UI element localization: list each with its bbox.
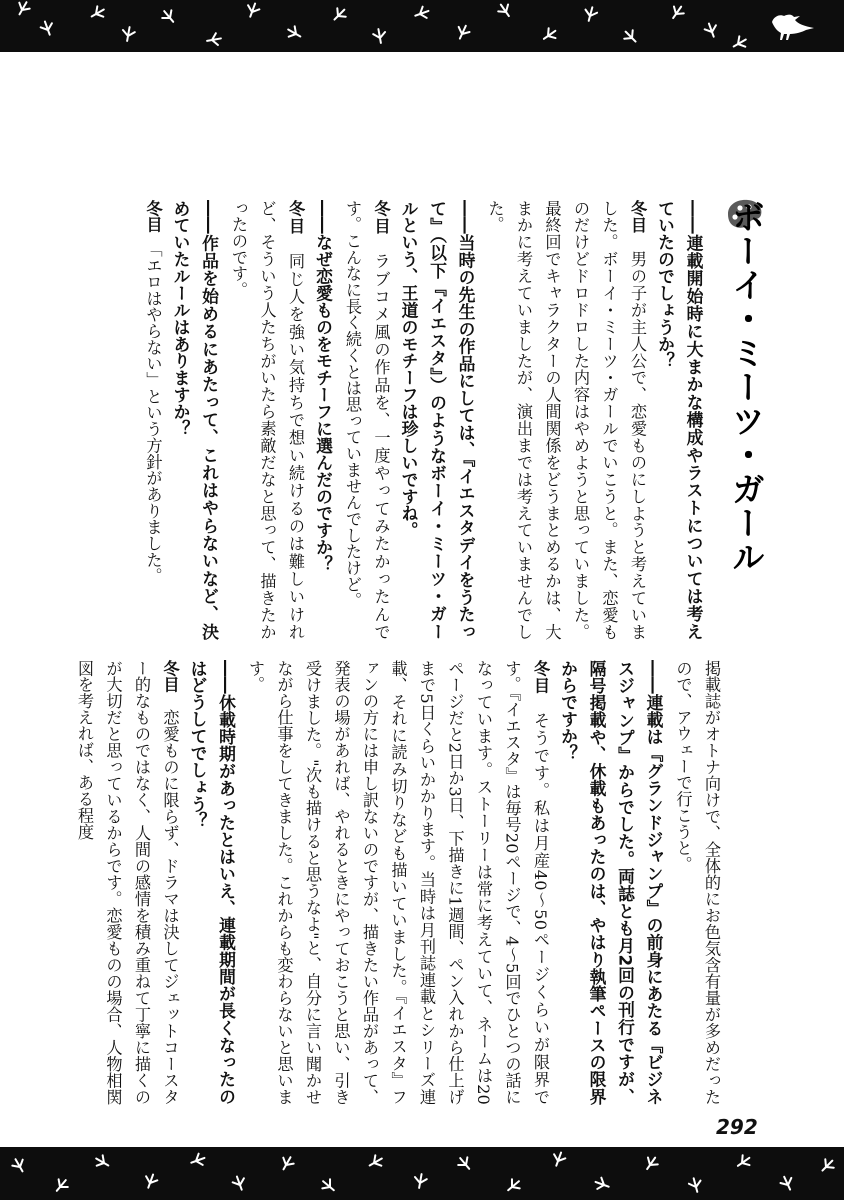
interview-answer	[138, 200, 167, 640]
interview-question	[167, 200, 224, 640]
question-text: 連載は『グランドジャンプ』の前身にあたる『ビジネスジャンプ』からでした。両誌とも月2回の刊行ですが、隔号掲載や、休載もあったのは、やはり執筆ペースの限界からですか？	[558, 660, 664, 1105]
interview-answer	[480, 200, 651, 640]
question-text: なぜ恋愛ものをモチーフに選んだのですか？	[313, 233, 334, 573]
answer-text: 恋愛ものに限らず、ドラマは決してジェットコースター的なものではなく、人間の感情を積み重ねて丁寧に描くのが大切だと思っているからです。恋愛ものの場合、人物相関図を考えれば、ある程度	[75, 660, 180, 1106]
bird-footprint-icon	[551, 1150, 567, 1167]
speaker-name: 冬目	[371, 200, 391, 236]
bird-footprint-icon	[688, 1177, 703, 1194]
bird-footprint-icon	[189, 1152, 206, 1168]
question-dash: ――	[199, 200, 220, 234]
interview-answer	[241, 660, 555, 1105]
question-text: 作品を始めるにあたって、これはやらないなど、決めていたルールはありますか？	[171, 200, 220, 640]
interview-answer	[70, 660, 184, 1105]
interview-answer	[338, 200, 395, 640]
speaker-name: 冬目	[531, 660, 550, 695]
answer-text: 「エロはやらない」という方針がありました。	[143, 249, 163, 585]
bird-footprint-icon	[93, 1153, 111, 1170]
bird-footprint-icon	[231, 1174, 247, 1191]
answer-text: そうです。私は月産40〜50ページくらいが限界です。『イエスタ』は毎号20ページで、4〜5回でひとつの話になっています。ストーリーは常に考えていて、ネームは20ページだと2日か3日、下描きに1週間、ペン入れから仕上げまで5日くらいかかります。当時は月刊誌連載とシリーズ連載、それに読み切りなども描いていました。『イエスタ』ファンの方には申し訳ないのですが、描きたい作品があって、発表の場があれば、やれるときにやっておこうと思い、引き受けました。"次も描けると思うなよ"と、自分に言い聞かせながら仕事をしてきました。これからも変わらないと思います。	[246, 660, 550, 1105]
speaker-name: 冬目	[628, 200, 647, 234]
question-dash: ――	[684, 200, 704, 234]
question-text: 当時の先生の作品にしては、『イエスタデイをうたって』（以下『イエスタ』）のようなボーイ・ミーツ・ガールという、王道のモチーフは珍しいですね。	[399, 200, 476, 640]
answer-text: ラブコメ風の作品を、一度やってみたかったんです。こんなに長く続くとは思っていませんでしたけど。	[343, 200, 391, 640]
answer-text: 男の子が主人公で、恋愛ものにしようと考えていました。ボーイ・ミーツ・ガールでいこうと。また、恋愛ものだけどドロドロした内容はやめようと思っていました。最終回でキャラクターの人間関係をどうまとめるかは、大まかに考えていましたが、演出までは考えていませんでした。	[485, 200, 647, 640]
speaker-name: 冬目	[160, 660, 180, 693]
bird-footprint-icon	[278, 1154, 295, 1172]
bottom-decorative-band	[0, 1147, 844, 1200]
top-decorative-band	[0, 0, 844, 52]
interview-question	[554, 660, 668, 1105]
bird-footprint-icon	[593, 1176, 610, 1192]
answer-text: 同じ人を強い気持ちで想い続けるのは難しいけれど、そういう人たちがいたら素敵だなと思って、描きたかったのです。	[229, 200, 305, 640]
bird-footprint-icon	[319, 1177, 337, 1195]
crow-silhouette-icon	[0, 0, 844, 52]
bird-footprint-icon	[143, 1172, 159, 1189]
interview-answer	[224, 200, 310, 640]
bird-footprint-icon	[818, 1156, 836, 1174]
interview-question	[309, 200, 338, 640]
speaker-name: 冬目	[143, 200, 163, 233]
interview-question	[651, 200, 708, 640]
interview-question	[395, 200, 481, 640]
page-number: 292	[716, 1115, 758, 1139]
bird-footprint-icon	[779, 1174, 796, 1192]
question-dash: ――	[456, 200, 476, 234]
question-text: 休載時期があったとはいえ、連載期間が長くなったのはどうしてでしょう？	[188, 660, 237, 1105]
question-dash: ――	[216, 660, 237, 694]
article-lower-block	[75, 660, 725, 1106]
question-text: 連載開始時に大まかな構成やラストについては考えていたのでしょうか？	[655, 200, 704, 640]
question-dash: ――	[313, 200, 334, 234]
interview-question	[184, 660, 241, 1105]
article-upper-block	[64, 200, 708, 640]
page-title: ボーイ・ミーツ・ガール	[727, 200, 766, 574]
bird-footprint-icon	[456, 1154, 474, 1172]
bird-footprint-icon	[413, 1173, 427, 1189]
bird-footprint-icon	[52, 1176, 70, 1194]
bird-footprint-icon	[367, 1153, 385, 1170]
bird-footprint-icon	[734, 1153, 752, 1171]
question-dash: ――	[644, 660, 664, 694]
bird-footprint-pattern-bottom	[0, 1147, 844, 1200]
interview-answer	[668, 660, 725, 1105]
speaker-name: 冬目	[286, 200, 305, 236]
bird-footprint-icon	[10, 1156, 27, 1174]
bird-footprint-icon	[504, 1177, 522, 1195]
bird-footprint-icon	[642, 1154, 660, 1172]
answer-text: 掲載誌がオトナ向けで、全体的にお色気含有量が多めだったので、アウェーで行こうと。	[673, 660, 721, 1105]
